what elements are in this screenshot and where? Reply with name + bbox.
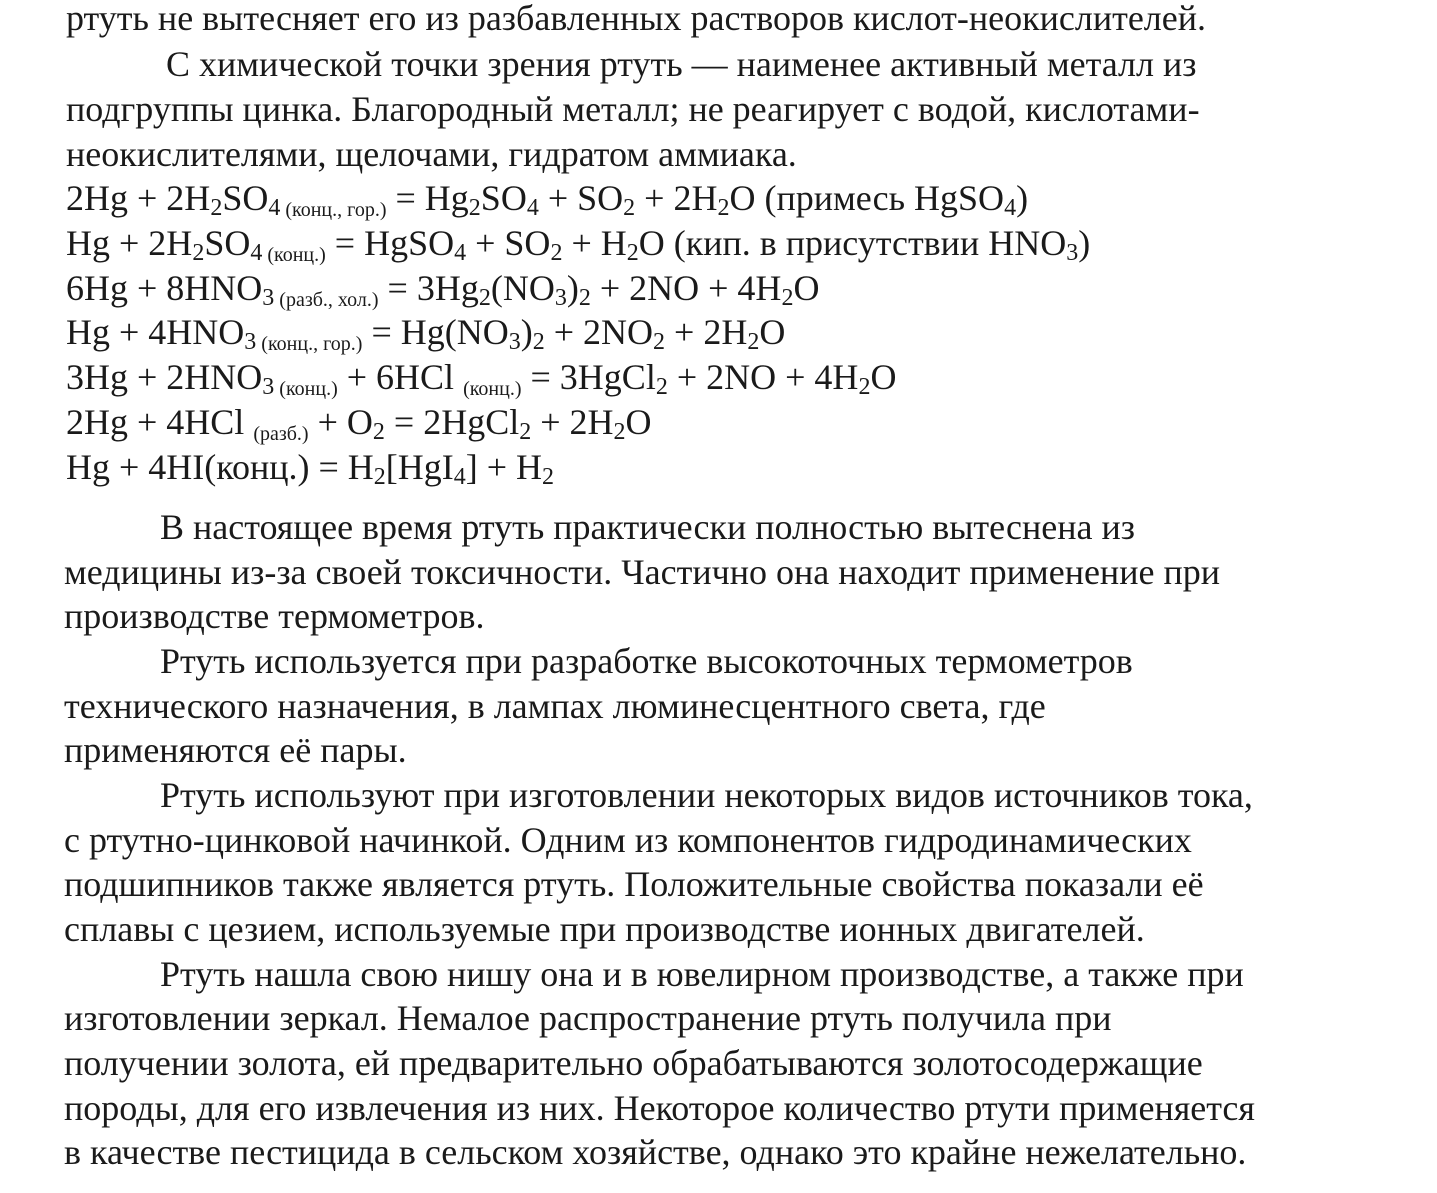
equation-subscript: 2 [210,195,223,221]
equation-text: + 2NO [544,312,654,352]
equation-subscript: 2 [717,195,730,221]
equation-text: ) [1016,178,1029,218]
equation-text: O [625,402,652,442]
equation-text: O [759,312,786,352]
equation-text: 3Hg + 2HNO [66,357,263,397]
equation-subscript: 2 [613,419,626,445]
equation-text: SO [222,178,269,218]
text-line: в качестве пестицида в сельском хозяйстве, однако это крайне нежелательно. [64,1132,1247,1172]
equation-text: = 3Hg [378,268,479,308]
equation-text: Hg + 4HNO [66,312,245,352]
equation-text: = 2HgCl [384,402,520,442]
equation-text: ) [1078,223,1091,263]
equation-text: ) [566,268,579,308]
equation-text: Hg + 2H [66,223,193,263]
reaction-condition: (конц., гор.) [280,199,387,221]
equation-text: = Hg [386,178,469,218]
equation-subscript: 2 [626,240,639,266]
equation-text: + 2NO + 4H [667,357,859,397]
reaction-equation [66,447,554,497]
text-line: изготовлении зеркал. Немалое распространение ртуть получила при [64,998,1112,1038]
equation-subscript: 2 [858,374,871,400]
equation-subscript: 3 [262,374,275,400]
equation-subscript: 2 [519,419,532,445]
equation-text: + 2H [665,312,748,352]
text-line: неокислителями, щелочами, гидратом аммиака. [66,134,797,174]
equation-subscript: 4 [526,195,539,221]
equation-text: + 6HCl [337,357,464,397]
equation-text: 6Hg + 8HNO [66,268,263,308]
equation-text: + 2H [531,402,614,442]
equation-subscript: 2 [655,374,668,400]
text-line: ртуть не вытесняет его из разбавленных растворов кислот-неокислителей. [66,0,1207,38]
equation-subscript: 2 [478,285,491,311]
equation-subscript: 4 [268,195,281,221]
reaction-condition: (разб., хол.) [274,289,379,311]
equation-subscript: 2 [623,195,636,221]
equation-text: + O [308,402,373,442]
equation-subscript: 4 [453,464,466,490]
text-line: подшипников также является ртуть. Положительные свойства показали её [64,864,1204,904]
equation-subscript: 2 [372,419,385,445]
equation-subscript: 3 [262,285,275,311]
reaction-condition: (конц.) [274,378,338,400]
reaction-condition: (разб.) [253,423,309,445]
text-line: В настоящее время ртуть практически полностью вытеснена из [160,507,1135,547]
equation-subscript: 4 [250,240,263,266]
equation-text: 2Hg + 4HCl [66,402,254,442]
equation-subscript: 3 [554,285,567,311]
text-line: Ртуть используют при изготовлении некоторых видов источников тока, [160,775,1253,815]
equation-text: ] + H [465,447,543,487]
equation-text: O [870,357,897,397]
text-line: технического назначения, в лампах люминесцентного света, где [64,686,1046,726]
equation-text: [HgI [385,447,454,487]
text-line: Ртуть используется при разработке высокоточных термометров [160,641,1133,681]
text-line: с ртутно-цинковой начинкой. Одним из компонентов гидродинамических [64,820,1192,860]
text-line: получении золота, ей предварительно обрабатываются золотосодержащие [64,1043,1203,1083]
text-line: медицины из-за своей токсичности. Частично она находит применение при [64,552,1220,592]
equation-subscript: 2 [550,240,563,266]
equation-text: + 2H [635,178,718,218]
equation-text: SO [204,223,251,263]
equation-subscript: 2 [578,285,591,311]
text-line: производстве термометров. [64,596,485,636]
text-line: породы, для его извлечения из них. Некоторое количество ртути применяется [64,1088,1255,1128]
equation-subscript: 3 [508,329,521,355]
reaction-condition: (конц., гор.) [256,333,363,355]
equation-text: O (кип. в присутствии HNO [638,223,1067,263]
equation-text: ) [520,312,533,352]
text-line: сплавы с цезием, используемые при производстве ионных двигателей. [64,909,1145,949]
text-line: подгруппы цинка. Благородный металл; не реагирует с водой, кислотами- [66,89,1200,129]
equation-text: + SO [466,223,551,263]
equation-subscript: 2 [542,464,555,490]
equation-text: = Hg(NO [362,312,509,352]
equation-text: + SO [538,178,624,218]
equation-text: 2Hg + 2H [66,178,211,218]
equation-subscript: 2 [373,464,386,490]
equation-text: O [793,268,820,308]
equation-subscript: 2 [653,329,666,355]
reaction-condition: (конц.) [463,378,522,400]
equation-subscript: 2 [192,240,205,266]
equation-subscript: 2 [747,329,760,355]
equation-text: = 3HgCl [521,357,656,397]
equation-subscript: 2 [532,329,545,355]
equation-text: = HgSO [325,223,455,263]
equation-subscript: 2 [468,195,481,221]
text-line: С химической точки зрения ртуть — наименее активный металл из [166,44,1197,84]
text-line: Ртуть нашла свою нишу она и в ювелирном производстве, а также при [160,954,1244,994]
equation-text: (NO [490,268,555,308]
equation-subscript: 2 [781,285,794,311]
equation-text: SO [480,178,527,218]
equation-subscript: 3 [244,329,257,355]
equation-text: + H [562,223,627,263]
reaction-condition: (конц.) [262,244,326,266]
equation-subscript: 4 [1004,195,1017,221]
equation-text: Hg + 4HI(конц.) = H [66,447,374,487]
text-line: применяются её пары. [64,730,407,770]
equation-subscript: 4 [454,240,467,266]
equation-text: + 2NO + 4H [590,268,782,308]
equation-subscript: 3 [1066,240,1079,266]
equation-text: O (примесь HgSO [729,178,1005,218]
